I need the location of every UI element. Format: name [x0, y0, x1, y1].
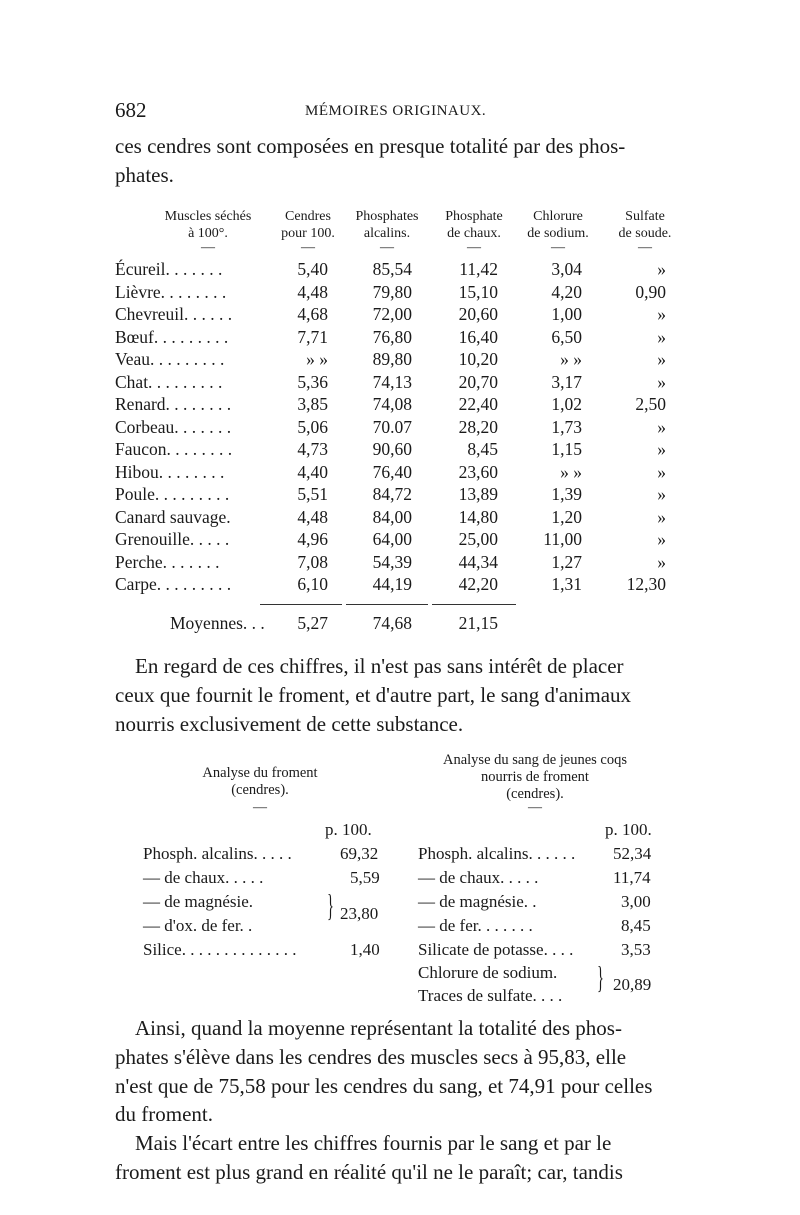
cell-chlorure-sodium: » » [560, 349, 582, 369]
cell-chlorure-sodium: 1,02 [551, 394, 582, 414]
cell-cendres: 4,48 [297, 506, 328, 527]
averages-cendres: 5,27 [297, 613, 328, 633]
header-line: de sodium. [527, 226, 589, 241]
cell-sulfate-soude: » [657, 326, 666, 347]
row-label: Faucon. . . . . . . . [115, 439, 233, 459]
cell-cendres: 5,36 [297, 371, 328, 392]
header-dash: — [301, 240, 315, 255]
cell-phosphate-chaux: 15,10 [458, 281, 498, 302]
cell-cendres: » » [306, 349, 328, 369]
right-row-label: Chlorure de sodium. [418, 963, 558, 982]
closing-line-3: n'est que de 75,58 pour les cendres du sang, et 74,91 pour celles [115, 1074, 653, 1098]
cell-phosphate-chaux: 23,60 [458, 461, 498, 482]
left-row-value: 69,32 [340, 844, 379, 863]
sum-rule [260, 604, 342, 605]
row-label: Carpe. . . . . . . . . [115, 574, 232, 594]
middle-line-3: nourris exclusivement de cette substance. [115, 712, 464, 736]
cell-cendres: 4,48 [297, 281, 328, 302]
right-row-label: — de chaux. . . . . [418, 868, 539, 887]
right-row-value: 8,45 [621, 916, 651, 935]
cell-phosphate-chaux: 11,42 [459, 259, 498, 279]
row-label: Grenouille. . . . . [115, 529, 230, 549]
cell-phosphate-chaux: 42,20 [458, 574, 498, 594]
row-label: Hibou. . . . . . . . [115, 461, 225, 482]
cell-phosphates-alcalins: 85,54 [372, 259, 412, 279]
right-row-label: Silicate de potasse. . . . [418, 940, 574, 959]
closing-line-5: Mais l'écart entre les chiffres fournis par le sang et par le [135, 1131, 612, 1155]
right-row-value: 3,53 [621, 940, 651, 959]
cell-phosphates-alcalins: 70.07 [372, 416, 412, 437]
right-row-label: — de fer. . . . . . . [418, 916, 533, 935]
right-row-value: 52,34 [613, 844, 652, 863]
row-label: Lièvre. . . . . . . . [115, 281, 227, 302]
cell-sulfate-soude: » [657, 304, 666, 324]
table1-header-chlorure [514, 208, 602, 242]
closing-line-6: froment est plus grand en réalité qu'il ne le paraît; car, tandis [115, 1160, 623, 1184]
closing-line-2: phates s'élève dans les cendres des muscles secs à 95,83, elle [115, 1045, 627, 1069]
cell-chlorure-sodium: 3,17 [551, 371, 582, 392]
cell-chlorure-sodium: 1,39 [551, 484, 582, 504]
cell-phosphate-chaux: 8,45 [467, 439, 498, 459]
right-row-label: — de magnésie. . [418, 892, 537, 911]
cell-chlorure-sodium: 4,20 [551, 281, 582, 302]
cell-phosphates-alcalins: 79,80 [372, 281, 412, 302]
page-number: 682 [115, 98, 147, 122]
cell-phosphate-chaux: 28,20 [458, 416, 498, 437]
cell-phosphate-chaux: 10,20 [458, 349, 498, 369]
cell-chlorure-sodium: 1,15 [551, 439, 582, 459]
header-line: alcalins. [363, 226, 411, 241]
table2-left-dash: — [253, 800, 267, 815]
right-row-label: Traces de sulfate. . . . [418, 986, 563, 1005]
cell-cendres: 4,68 [297, 304, 328, 324]
intro-line-2: phates. [115, 163, 174, 187]
cell-sulfate-soude: » [657, 416, 666, 437]
header-line: Cendres [285, 209, 331, 224]
sum-rule [432, 604, 516, 605]
header-dash: — [201, 240, 215, 255]
cell-phosphates-alcalins: 76,40 [372, 461, 412, 482]
title-line: nourris de froment [481, 769, 589, 785]
cell-sulfate-soude: » [657, 349, 666, 369]
cell-chlorure-sodium: 1,27 [551, 551, 582, 572]
left-row-value: 1,40 [350, 940, 380, 959]
left-row-label: — de chaux. . . . . [143, 868, 264, 887]
right-brace-icon: } [597, 959, 604, 995]
cell-phosphate-chaux: 20,70 [458, 371, 498, 392]
cell-cendres: 5,40 [297, 259, 328, 279]
middle-line-2: ceux que fournit le froment, et d'autre part, le sang d'animaux [115, 683, 632, 707]
cell-phosphate-chaux: 20,60 [458, 304, 498, 324]
cell-phosphates-alcalins: 44,19 [372, 574, 412, 594]
cell-phosphate-chaux: 14,80 [458, 506, 498, 527]
cell-chlorure-sodium: 3,04 [551, 259, 582, 279]
header-line: de chaux. [447, 226, 501, 241]
cell-sulfate-soude: » [657, 371, 666, 392]
averages-phosphate-chaux: 21,15 [458, 613, 498, 633]
table2-right-title [420, 752, 650, 803]
title-line: (cendres). [506, 786, 564, 802]
row-label: Chevreuil. . . . . . [115, 304, 233, 324]
table2-right-dash: — [528, 800, 542, 815]
cell-phosphate-chaux: 16,40 [458, 326, 498, 347]
right-row-value: 3,00 [621, 892, 651, 911]
cell-chlorure-sodium: 1,31 [551, 574, 582, 594]
left-row-label: — d'ox. de fer. . [143, 916, 253, 935]
cell-sulfate-soude: » [657, 484, 666, 504]
cell-sulfate-soude: 0,90 [635, 281, 666, 302]
cell-phosphates-alcalins: 72,00 [372, 304, 412, 324]
title-line: (cendres). [231, 782, 289, 798]
cell-phosphates-alcalins: 90,60 [372, 439, 412, 459]
cell-phosphates-alcalins: 76,80 [372, 326, 412, 347]
header-dash: — [380, 240, 394, 255]
cell-phosphates-alcalins: 74,13 [372, 371, 412, 392]
cell-sulfate-soude: » [657, 529, 666, 549]
averages-phosphates: 74,68 [372, 613, 412, 633]
cell-phosphate-chaux: 13,89 [458, 484, 498, 504]
cell-sulfate-soude: » [657, 506, 666, 527]
left-brace-value: 23,80 [340, 904, 379, 923]
header-line: pour 100. [281, 226, 335, 241]
row-label: Perche. . . . . . . [115, 551, 220, 572]
cell-chlorure-sodium: 1,73 [551, 416, 582, 437]
sum-rule [346, 604, 428, 605]
row-label: Renard. . . . . . . . [115, 394, 232, 414]
left-row-value: 5,59 [350, 868, 380, 887]
cell-phosphate-chaux: 44,34 [458, 551, 498, 572]
header-line: Sulfate [625, 209, 665, 224]
table1-header-cendres [272, 208, 344, 242]
middle-line-1: En regard de ces chiffres, il n'est pas sans intérêt de placer [135, 654, 624, 678]
cell-chlorure-sodium: 6,50 [551, 326, 582, 347]
right-row-value: 11,74 [613, 868, 651, 887]
averages-label: Moyennes. . . [170, 613, 265, 633]
closing-line-1: Ainsi, quand la moyenne représentant la totalité des phos- [135, 1016, 622, 1040]
closing-line-4: du froment. [115, 1102, 213, 1126]
title-line: Analyse du sang de jeunes coqs [442, 752, 628, 768]
running-head: MÉMOIRES ORIGINAUX. [305, 103, 487, 119]
row-label: Chat. . . . . . . . . [115, 371, 223, 392]
cell-sulfate-soude: » [657, 551, 666, 572]
row-label: Canard sauvage. [115, 506, 231, 527]
cell-cendres: 7,71 [297, 326, 328, 347]
cell-sulfate-soude: » [657, 461, 666, 482]
cell-cendres: 5,51 [297, 484, 328, 504]
header-line: à 100°. [188, 226, 228, 241]
cell-cendres: 7,08 [297, 551, 328, 572]
row-label: Veau. . . . . . . . . [115, 349, 225, 369]
cell-chlorure-sodium: 1,20 [551, 506, 582, 527]
header-dash: — [551, 240, 565, 255]
cell-phosphates-alcalins: 89,80 [372, 349, 412, 369]
table2-right-unit: p. 100. [605, 820, 652, 839]
row-label: Écureil. . . . . . . [115, 259, 223, 279]
row-label: Poule. . . . . . . . . [115, 484, 230, 504]
right-row-label: Phosph. alcalins. . . . . . [418, 844, 576, 863]
table2-left-unit: p. 100. [325, 820, 372, 839]
header-dash: — [638, 240, 652, 255]
cell-chlorure-sodium: » » [560, 461, 582, 482]
table1-header-sulfate [603, 208, 687, 242]
cell-sulfate-soude: » [657, 439, 666, 459]
cell-sulfate-soude: 2,50 [635, 394, 666, 414]
cell-cendres: 3,85 [297, 394, 328, 414]
cell-phosphates-alcalins: 54,39 [372, 551, 412, 572]
cell-sulfate-soude: 12,30 [626, 574, 666, 594]
cell-phosphates-alcalins: 74,08 [372, 394, 412, 414]
header-line: Phosphate [445, 209, 503, 224]
header-line: de soude. [618, 226, 672, 241]
right-brace-value: 20,89 [613, 975, 652, 994]
left-row-label: Phosph. alcalins. . . . . [143, 844, 292, 863]
intro-line-1: ces cendres sont composées en presque totalité par des phos- [115, 134, 626, 158]
cell-cendres: 4,96 [297, 529, 328, 549]
cell-phosphates-alcalins: 84,72 [372, 484, 412, 504]
header-line: Muscles séchés [164, 209, 252, 224]
cell-cendres: 4,40 [297, 461, 328, 482]
cell-sulfate-soude: » [657, 259, 666, 279]
row-label: Bœuf. . . . . . . . . [115, 326, 229, 347]
cell-chlorure-sodium: 1,00 [551, 304, 582, 324]
cell-cendres: 5,06 [297, 416, 328, 437]
cell-cendres: 6,10 [297, 574, 328, 594]
table1-header-phosphate [432, 208, 516, 242]
cell-phosphates-alcalins: 64,00 [372, 529, 412, 549]
table1-header-phosphates [345, 208, 429, 242]
table2-left-title [170, 765, 350, 799]
header-line: Chlorure [533, 209, 583, 224]
cell-cendres: 4,73 [297, 439, 328, 459]
left-row-label: Silice. . . . . . . . . . . . . . [143, 940, 297, 959]
left-brace-icon: } [327, 887, 334, 923]
cell-phosphate-chaux: 25,00 [458, 529, 498, 549]
header-line: Phosphates [355, 209, 419, 224]
header-dash: — [467, 240, 481, 255]
row-label: Corbeau. . . . . . . [115, 416, 232, 437]
cell-chlorure-sodium: 11,00 [543, 529, 582, 549]
title-line: Analyse du froment [202, 765, 318, 781]
cell-phosphate-chaux: 22,40 [458, 394, 498, 414]
left-row-label: — de magnésie. [143, 892, 253, 911]
table1-header-muscles [148, 208, 268, 242]
cell-phosphates-alcalins: 84,00 [372, 506, 412, 527]
